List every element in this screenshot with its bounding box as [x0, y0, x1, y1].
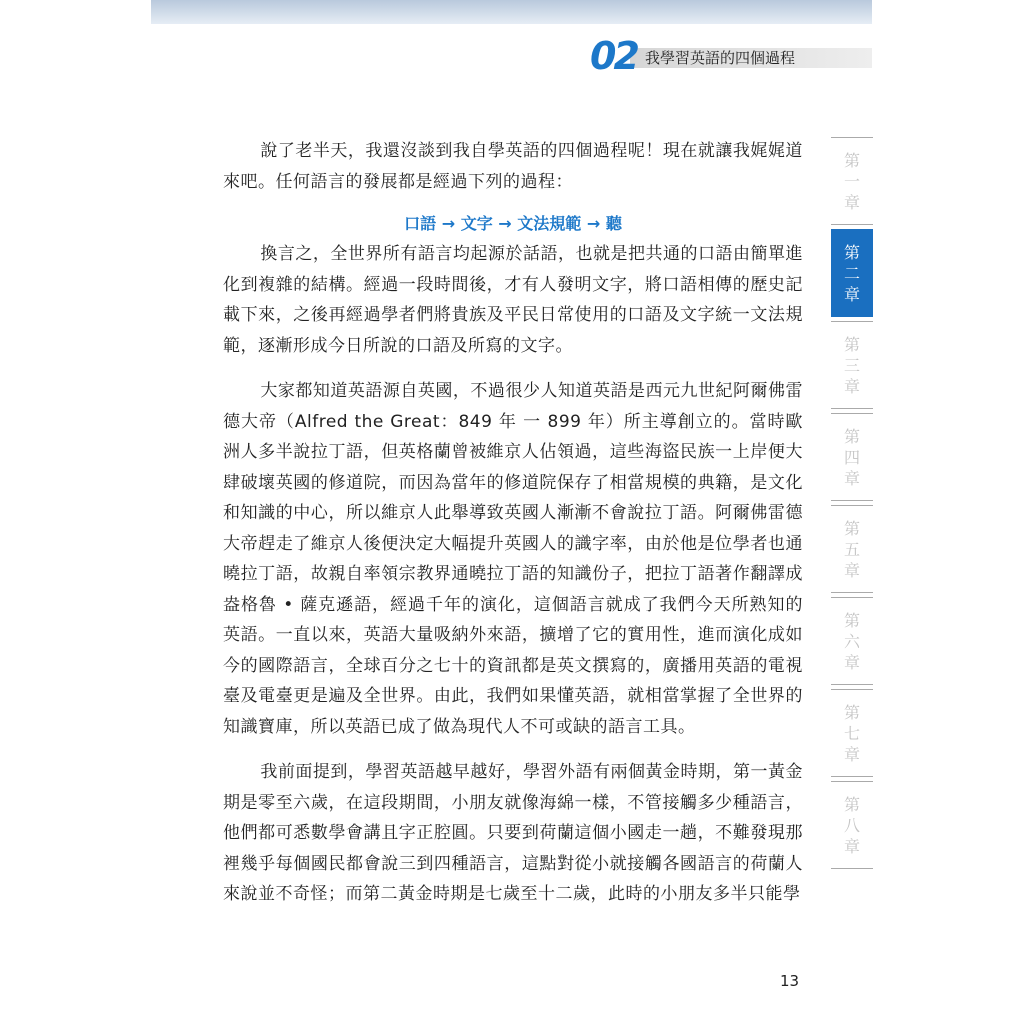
- chapter-sidebar: [831, 137, 873, 873]
- tab-char: 八: [843, 815, 860, 835]
- tab-char: 章: [843, 376, 860, 396]
- tab-char: 第: [843, 518, 860, 538]
- tab-chapter-3[interactable]: [831, 321, 873, 409]
- tab-char: 章: [843, 836, 860, 856]
- tab-chapter-6[interactable]: [831, 597, 873, 685]
- tab-char: 第: [843, 150, 860, 170]
- intro-paragraph: [223, 136, 803, 197]
- tab-char: 章: [843, 744, 860, 764]
- tab-char: 第: [843, 702, 860, 722]
- page-body: [223, 136, 803, 910]
- tab-char: 章: [843, 560, 860, 580]
- tab-char: 六: [843, 631, 860, 651]
- tab-char: 四: [843, 447, 860, 467]
- paragraph-english-history: 大家都知道英語源自英國，不過很少人知道英語是西元九世紀阿爾佛雷德大帝（Alfred the Great：849 年 一 899 年）所主導創立的。當時歐洲人多半說拉丁語，但英格蘭曾被維京人佔領過，這些海盜民族一上岸便大肆破壞英國的修道院，而因為當年的修道院保存了相當規模的典籍，是文化和知識的中心，所以維京人此舉導致英國人漸漸不會說拉丁語。阿爾佛雷德大帝趕走了維京人後便決定大幅提升英國人的識字率，由於他是位學者也通曉拉丁語，故親自率領宗教界通曉拉丁語的知識份子，把拉丁語著作翻譯成盎格魯 • 薩克遜語，經過千年的演化，這個語言就成了我們今天所熟知的英語。一直以來，英語大量吸納外來語，擴增了它的實用性，進而演化成如今的國際語言，全球百分之七十的資訊都是英文撰寫的，廣播用英語的電視臺及電臺更是遍及全世界。由此，我們如果懂英語，就相當掌握了全世界的知識寶庫，所以英語已成了做為現代人不可或缺的語言工具。: [223, 381, 803, 737]
- tab-char: 第: [843, 242, 860, 262]
- tab-char: 七: [843, 723, 860, 743]
- tab-char: 章: [843, 192, 860, 212]
- tab-chapter-8[interactable]: [831, 781, 873, 869]
- paragraph-golden-periods: 我前面提到，學習英語越早越好，學習外語有兩個黃金時期，第一黃金期是零至六歲，在這段期間，小朋友就像海綿一樣，不管接觸多少種語言，他們都可悉數學會講且字正腔圓。只要到荷蘭這個小國走一趟，不難發現那裡幾乎每個國民都會說三到四種語言，這點對從小就接觸各國語言的荷蘭人來說並不奇怪；而第二黃金時期是七歲至十二歲，此時的小朋友多半只能學: [223, 762, 803, 904]
- intro-line-1: 說了老半天，我還沒談到我自學英語的四個過程呢！現在就讓我娓娓道: [260, 141, 803, 161]
- tab-chapter-5[interactable]: [831, 505, 873, 593]
- chapter-title: 我學習英語的四個過程: [645, 49, 796, 67]
- tab-char: 第: [843, 334, 860, 354]
- tab-chapter-1[interactable]: [831, 137, 873, 225]
- tab-chapter-2[interactable]: [831, 229, 873, 317]
- tab-chapter-7[interactable]: [831, 689, 873, 777]
- tab-char: 第: [843, 794, 860, 814]
- tab-chapter-4[interactable]: [831, 413, 873, 501]
- tab-char: 三: [843, 355, 860, 375]
- tab-char: 章: [843, 652, 860, 672]
- chapter-number: 02: [590, 34, 637, 78]
- tab-char: 一: [843, 171, 860, 191]
- process-flow: 口語 → 文字 → 文法規範 → 聽: [404, 214, 622, 233]
- page-number: 13: [780, 972, 800, 990]
- intro-line-2: 來吧。任何語言的發展都是經過下列的過程：: [223, 171, 573, 192]
- top-decorative-band: [151, 0, 872, 24]
- tab-char: 章: [843, 468, 860, 488]
- tab-char: 五: [843, 539, 860, 559]
- tab-char: 第: [843, 610, 860, 630]
- tab-char: 章: [843, 284, 860, 304]
- paragraph-origins: 換言之，全世界所有語言均起源於話語，也就是把共通的口語由簡單進化到複雜的結構。經過一段時間後，才有人發明文字，將口語相傳的歷史記載下來，之後再經過學者們將貴族及平民日常使用的口語及文字統一文法規範，逐漸形成今日所說的口語及所寫的文字。: [223, 244, 803, 356]
- tab-char: 第: [843, 426, 860, 446]
- tab-char: 二: [843, 263, 860, 283]
